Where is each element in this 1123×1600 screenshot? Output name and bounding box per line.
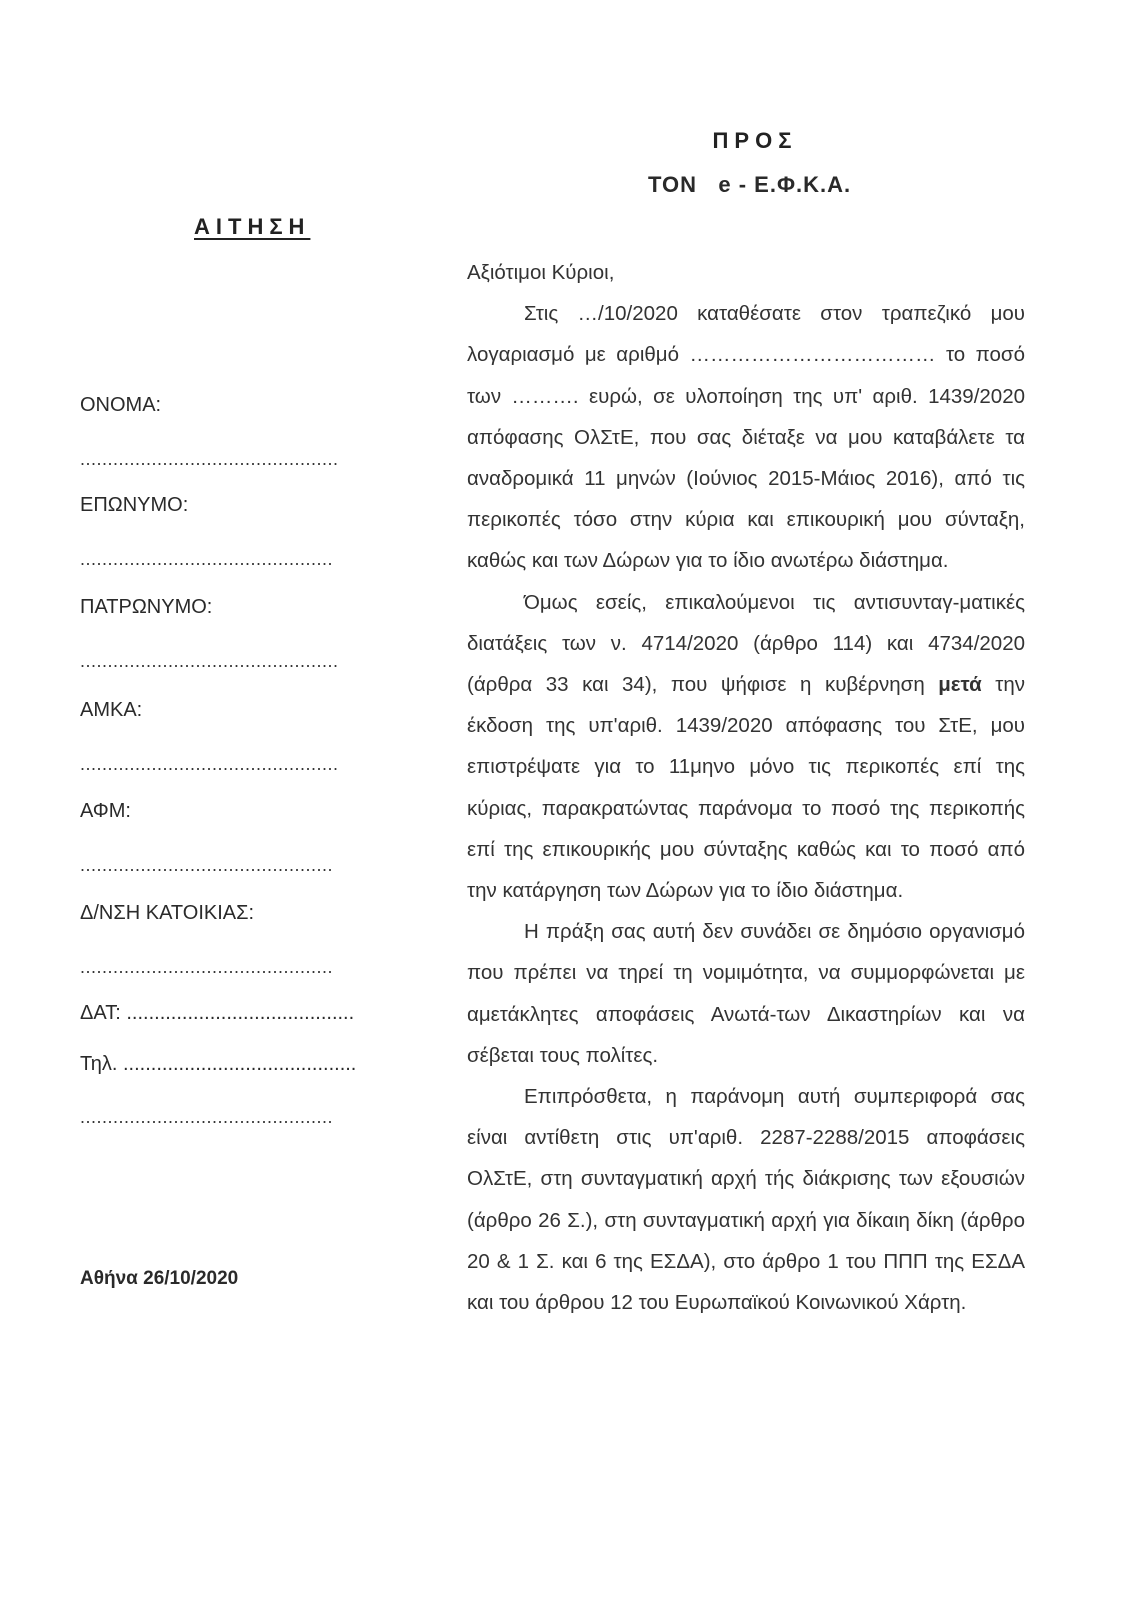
paragraph-2-text-a: Όμως εσείς, επικαλούμενοι τις αντισυνταγ-ματικές διατάξεις των ν. 4714/2020 (άρθρο 114) και 4734/2020 (άρθρα 33 και 34), που ψήφισε η κυβέρνηση: [467, 590, 1025, 697]
surname-label: ΕΠΩΝΥΜΟ:: [80, 494, 189, 516]
address-label: Δ/ΝΣΗ ΚΑΤΟΙΚΙΑΣ:: [80, 902, 255, 924]
document-title: ΑΙΤΗΣΗ: [194, 214, 311, 239]
afm-field[interactable]: ..............................................: [80, 855, 334, 875]
paragraph-3: Η πράξη σας αυτή δεν συνάδει σε δημόσιο οργανισμό που πρέπει να τηρεί τη νομιμότητα, να συμμορφώνεται με αμετάκλητες αποφάσεις Ανωτά-των Δικαστηρίων και να σέβεται τους πολίτες.: [467, 920, 1025, 1067]
paragraph-2-text-b: την έκδοση της υπ'αριθ. 1439/2020 απόφασης του ΣτΕ, μου επιστρέψατε για το 11μηνο μόνο τις περικοπές επί της κύριας, παρακρατώντας παράνομα το ποσό της περικοπής επί της επικουρικής μου σύνταξης καθώς και το ποσό από την κατάργηση των Δώρων για το ίδιο διάστημα.: [467, 673, 1025, 903]
name-field[interactable]: ...............................................: [80, 449, 339, 469]
surname-field[interactable]: ..............................................: [80, 549, 334, 569]
paragraph-2-emphasis: μετά: [938, 673, 982, 697]
phone-field[interactable]: Τηλ. ..........................................: [80, 1053, 357, 1075]
amka-label: ΑΜΚΑ:: [80, 699, 143, 721]
amka-field[interactable]: ...............................................: [80, 754, 339, 774]
afm-label: ΑΦΜ:: [80, 800, 131, 822]
address-field[interactable]: ..............................................: [80, 957, 334, 977]
addressee-organization: ΤΟΝ e - Ε.Φ.Κ.Α.: [648, 172, 852, 197]
paragraph-4: Επιπρόσθετα, η παράνομη αυτή συμπεριφορά σας είναι αντίθετη στις υπ'αριθ. 2287-2288/2015 αποφάσεις ΟλΣτΕ, στη συνταγματική αρχή τής διάκρισης των εξουσιών (άρθρο 26 Σ.), στη συνταγματική αρχή για δίκαιη δίκη (άρθρο 20 & 1 Σ. και 6 της ΕΣΔΑ), στο άρθρο 1 του ΠΠΠ της ΕΣΔΑ και του άρθρου 12 του Ευρωπαϊκού Κοινωνικού Χάρτη.: [467, 1085, 1025, 1315]
extra-field[interactable]: ..............................................: [80, 1107, 334, 1127]
name-label: ΟΝΟΜΑ:: [80, 394, 162, 416]
father-name-label: ΠΑΤΡΩΝΥΜΟ:: [80, 596, 213, 618]
letter-body: [467, 252, 1025, 1323]
dat-field[interactable]: ΔΑΤ: .........................................: [80, 1002, 355, 1024]
paragraph-2: [467, 582, 1025, 912]
addressee-heading: ΠΡΟΣ: [712, 128, 798, 153]
greeting: Αξιότιμοι Κύριοι,: [467, 261, 615, 284]
date-signature: Αθήνα 26/10/2020: [80, 1268, 239, 1289]
paragraph-1: Στις …/10/2020 καταθέσατε στον τραπεζικό μου λογαριασμό με αριθμό ……………………………… το ποσό των ………. ευρώ, σε υλοποίηση της υπ' αριθ. 1439/2020 απόφασης ΟλΣτΕ, που σας διέταξε να μου καταβάλετε τα αναδρομικά 11 μηνών (Ιούνιος 2015-Μάιος 2016), από τις περικοπές τόσο στην κύρια και επικουρική μου σύνταξη, καθώς και των Δώρων για το ίδιο ανωτέρω διάστημα.: [467, 302, 1025, 573]
father-name-field[interactable]: ...............................................: [80, 651, 339, 671]
